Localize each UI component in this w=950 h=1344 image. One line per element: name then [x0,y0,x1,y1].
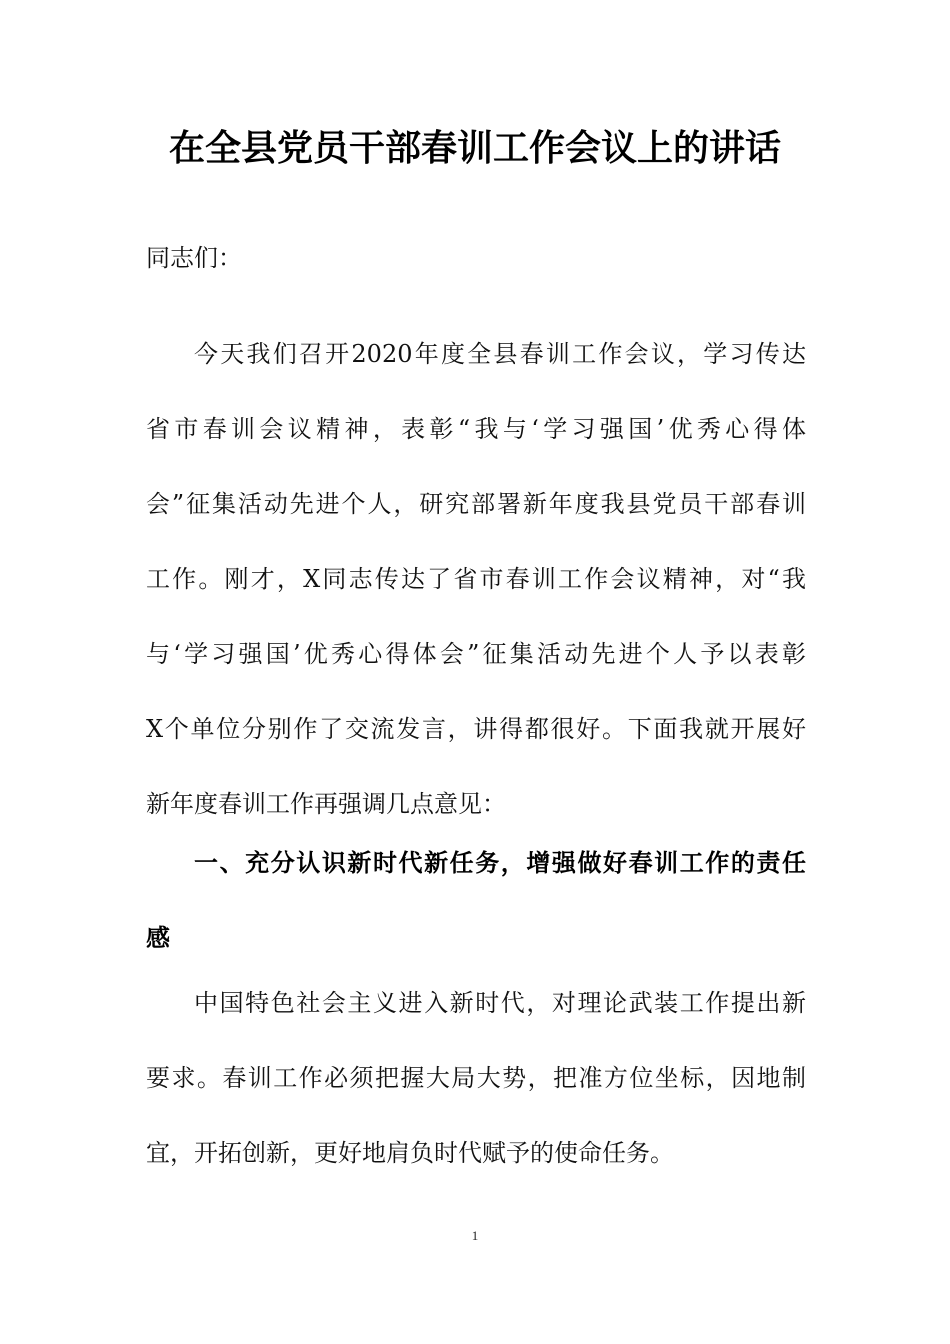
paragraph-line: 中国特色社会主义进入新时代，对理论武装工作提出新 [194,989,806,1017]
paragraph-line: 今天我们召开2020年度全县春训工作会议，学习传达 [194,340,806,368]
greeting: 同志们： [146,244,242,272]
paragraph-line: 新年度春训工作再强调几点意见： [146,790,506,818]
paragraph-line: 工作。刚才，X同志传达了省市春训工作会议精神，对“我 [146,565,806,593]
heading-line: 一、充分认识新时代新任务，增强做好春训工作的责任 [194,849,806,877]
paragraph-line: 与‘学习强国’优秀心得体会”征集活动先进个人予以表彰 [146,640,806,668]
paragraph-line: 宜，开拓创新，更好地肩负时代赋予的使命任务。 [146,1139,674,1167]
paragraph-line: X个单位分别作了交流发言，讲得都很好。下面我就开展好 [146,715,806,743]
page-number: 1 [471,1228,479,1243]
document-title: 在全县党员干部春训工作会议上的讲话 [168,127,781,169]
paragraph-line: 省市春训会议精神，表彰“我与‘学习强国’优秀心得体 [146,415,806,443]
paragraph-line: 要求。春训工作必须把握大局大势，把准方位坐标，因地制 [146,1064,806,1092]
heading-line: 感 [146,924,170,952]
paragraph-line: 会”征集活动先进个人，研究部署新年度我县党员干部春训 [146,490,806,518]
